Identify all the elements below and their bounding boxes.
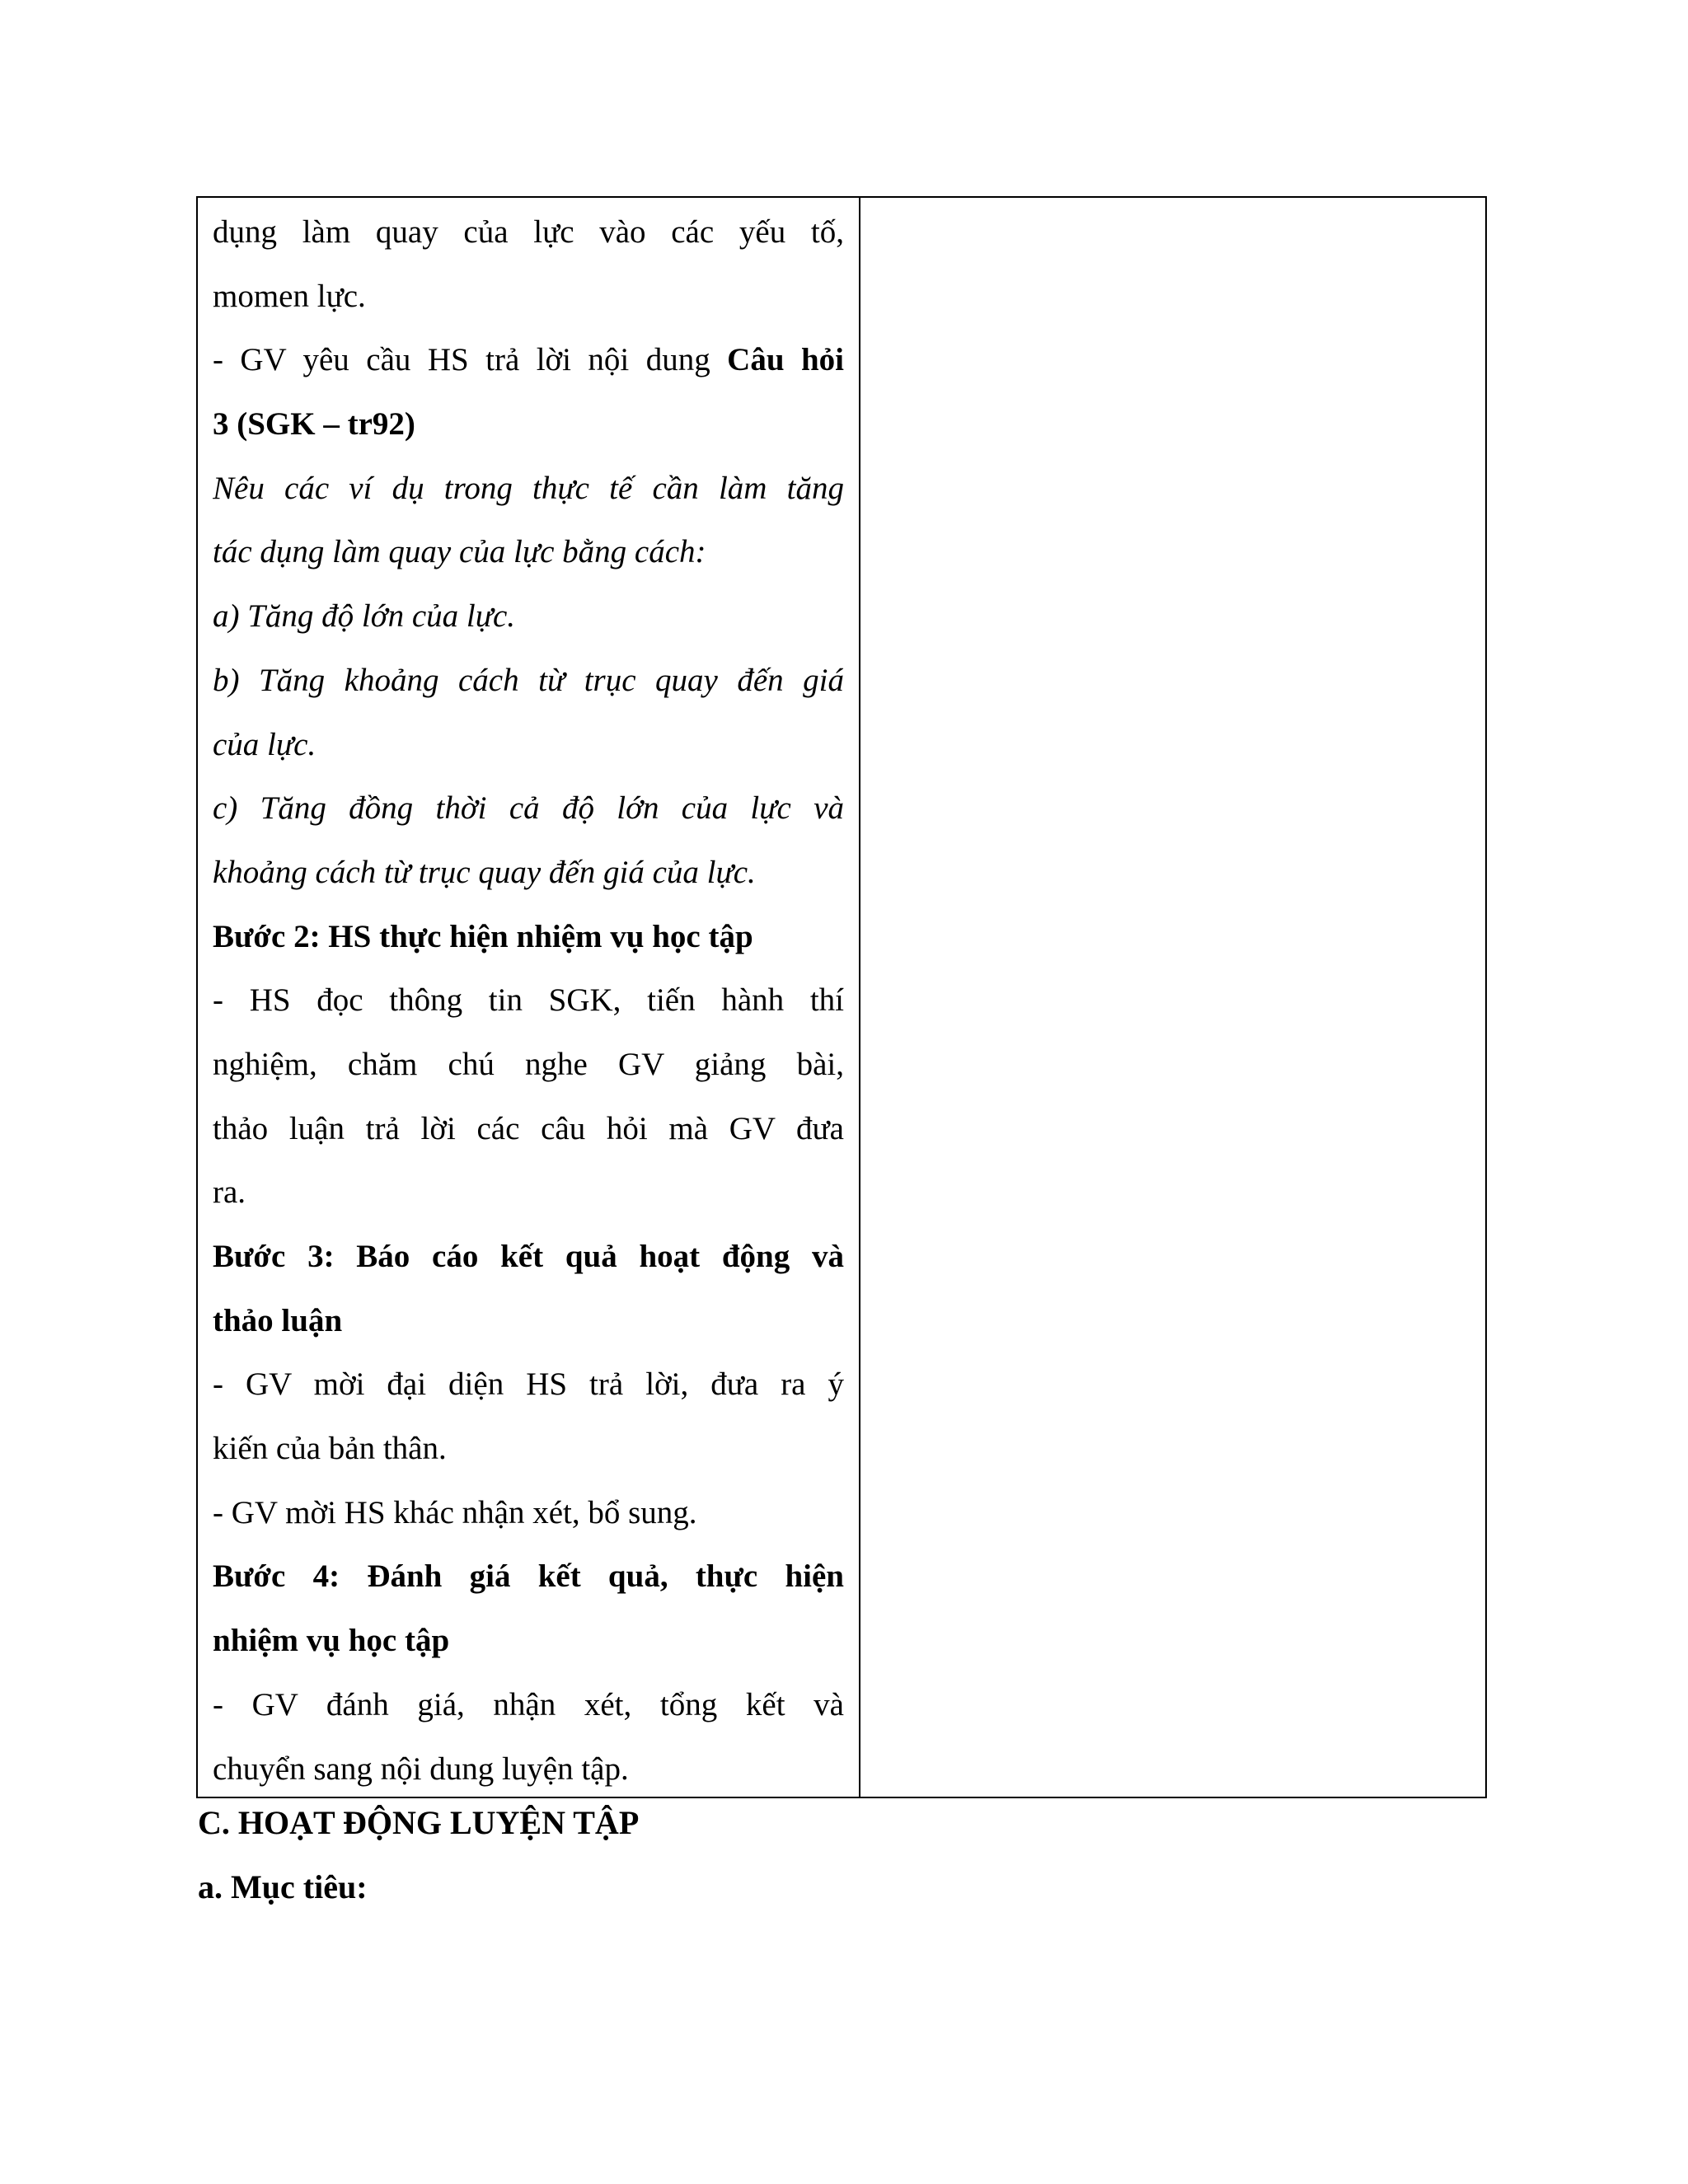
text-line bbox=[213, 968, 844, 1033]
text-segment: - GV mời HS khác nhận xét, bổ sung. bbox=[213, 1494, 697, 1530]
text-segment: thảo luận bbox=[213, 1302, 343, 1338]
text-line bbox=[213, 1609, 844, 1673]
text-segment: b) Tăng khoảng cách từ trục quay đến giá bbox=[213, 662, 844, 698]
text-line bbox=[213, 1737, 844, 1802]
text-line bbox=[213, 1033, 844, 1097]
text-segment: c) Tăng đồng thời cả độ lớn của lực và bbox=[213, 790, 844, 827]
text-segment: nghiệm, chăm chú nghe GV giảng bài, bbox=[213, 1046, 844, 1082]
text-segment: dụng làm quay của lực vào các yếu tố, bbox=[213, 214, 844, 250]
text-segment: 3 (SGK – tr92) bbox=[213, 406, 415, 443]
text-segment: tác dụng làm quay của lực bằng cách: bbox=[213, 534, 706, 570]
text-segment: thảo luận trả lời các câu hỏi mà GV đưa bbox=[213, 1110, 844, 1146]
text-segment: ra. bbox=[213, 1174, 246, 1211]
text-segment: nhiệm vụ học tập bbox=[213, 1623, 450, 1659]
text-line bbox=[213, 457, 844, 521]
text-line bbox=[213, 520, 844, 584]
text-segment: - GV mời đại diện HS trả lời, đưa ra ý bbox=[213, 1366, 844, 1403]
text-segment: a) Tăng độ lớn của lực. bbox=[213, 598, 516, 635]
text-line bbox=[213, 1544, 844, 1609]
text-line bbox=[213, 1417, 844, 1481]
text-segment: - HS đọc thông tin SGK, tiến hành thí bbox=[213, 982, 844, 1019]
text-segment: Nêu các ví dụ trong thực tế cần làm tăng bbox=[213, 470, 844, 506]
text-segment: - GV đánh giá, nhận xét, tổng kết và bbox=[213, 1686, 844, 1722]
text-segment: của lực. bbox=[213, 726, 316, 762]
text-line bbox=[213, 841, 844, 905]
section-heading-practice: C. HOẠT ĐỘNG LUYỆN TẬP bbox=[198, 1804, 640, 1841]
text-line bbox=[213, 392, 844, 457]
text-line bbox=[213, 1097, 844, 1161]
text-line bbox=[213, 1225, 844, 1289]
subsection-heading-objective: a. Mục tiêu: bbox=[198, 1868, 368, 1905]
text-line bbox=[213, 265, 844, 329]
teacher-student-activity-column bbox=[198, 198, 860, 1797]
text-segment: chuyển sang nội dung luyện tập. bbox=[213, 1750, 629, 1787]
text-line bbox=[213, 1289, 844, 1353]
lesson-activity-table bbox=[196, 196, 1487, 1798]
text-line bbox=[213, 200, 844, 265]
text-line bbox=[213, 1160, 844, 1225]
text-segment: - GV yêu cầu HS trả lời nội dung bbox=[213, 342, 728, 378]
text-line bbox=[213, 1481, 844, 1545]
text-line bbox=[213, 328, 844, 392]
text-line bbox=[213, 713, 844, 777]
text-segment: khoảng cách từ trục quay đến giá của lực. bbox=[213, 854, 756, 890]
text-line bbox=[213, 905, 844, 969]
text-line bbox=[213, 649, 844, 713]
product-column bbox=[860, 198, 1485, 1797]
text-segment: kiến của bản thân. bbox=[213, 1431, 447, 1467]
text-segment: Bước 4: Đánh giá kết quả, thực hiện bbox=[213, 1558, 844, 1595]
text-line bbox=[213, 776, 844, 841]
text-line bbox=[213, 1352, 844, 1417]
text-segment: momen lực. bbox=[213, 278, 366, 314]
text-segment: Bước 3: Báo cáo kết quả hoạt động và bbox=[213, 1239, 844, 1274]
text-line bbox=[213, 1673, 844, 1737]
text-line bbox=[213, 584, 844, 649]
text-segment: Bước 2: HS thực hiện nhiệm vụ học tập bbox=[213, 918, 753, 954]
text-segment: Câu hỏi bbox=[727, 342, 844, 378]
